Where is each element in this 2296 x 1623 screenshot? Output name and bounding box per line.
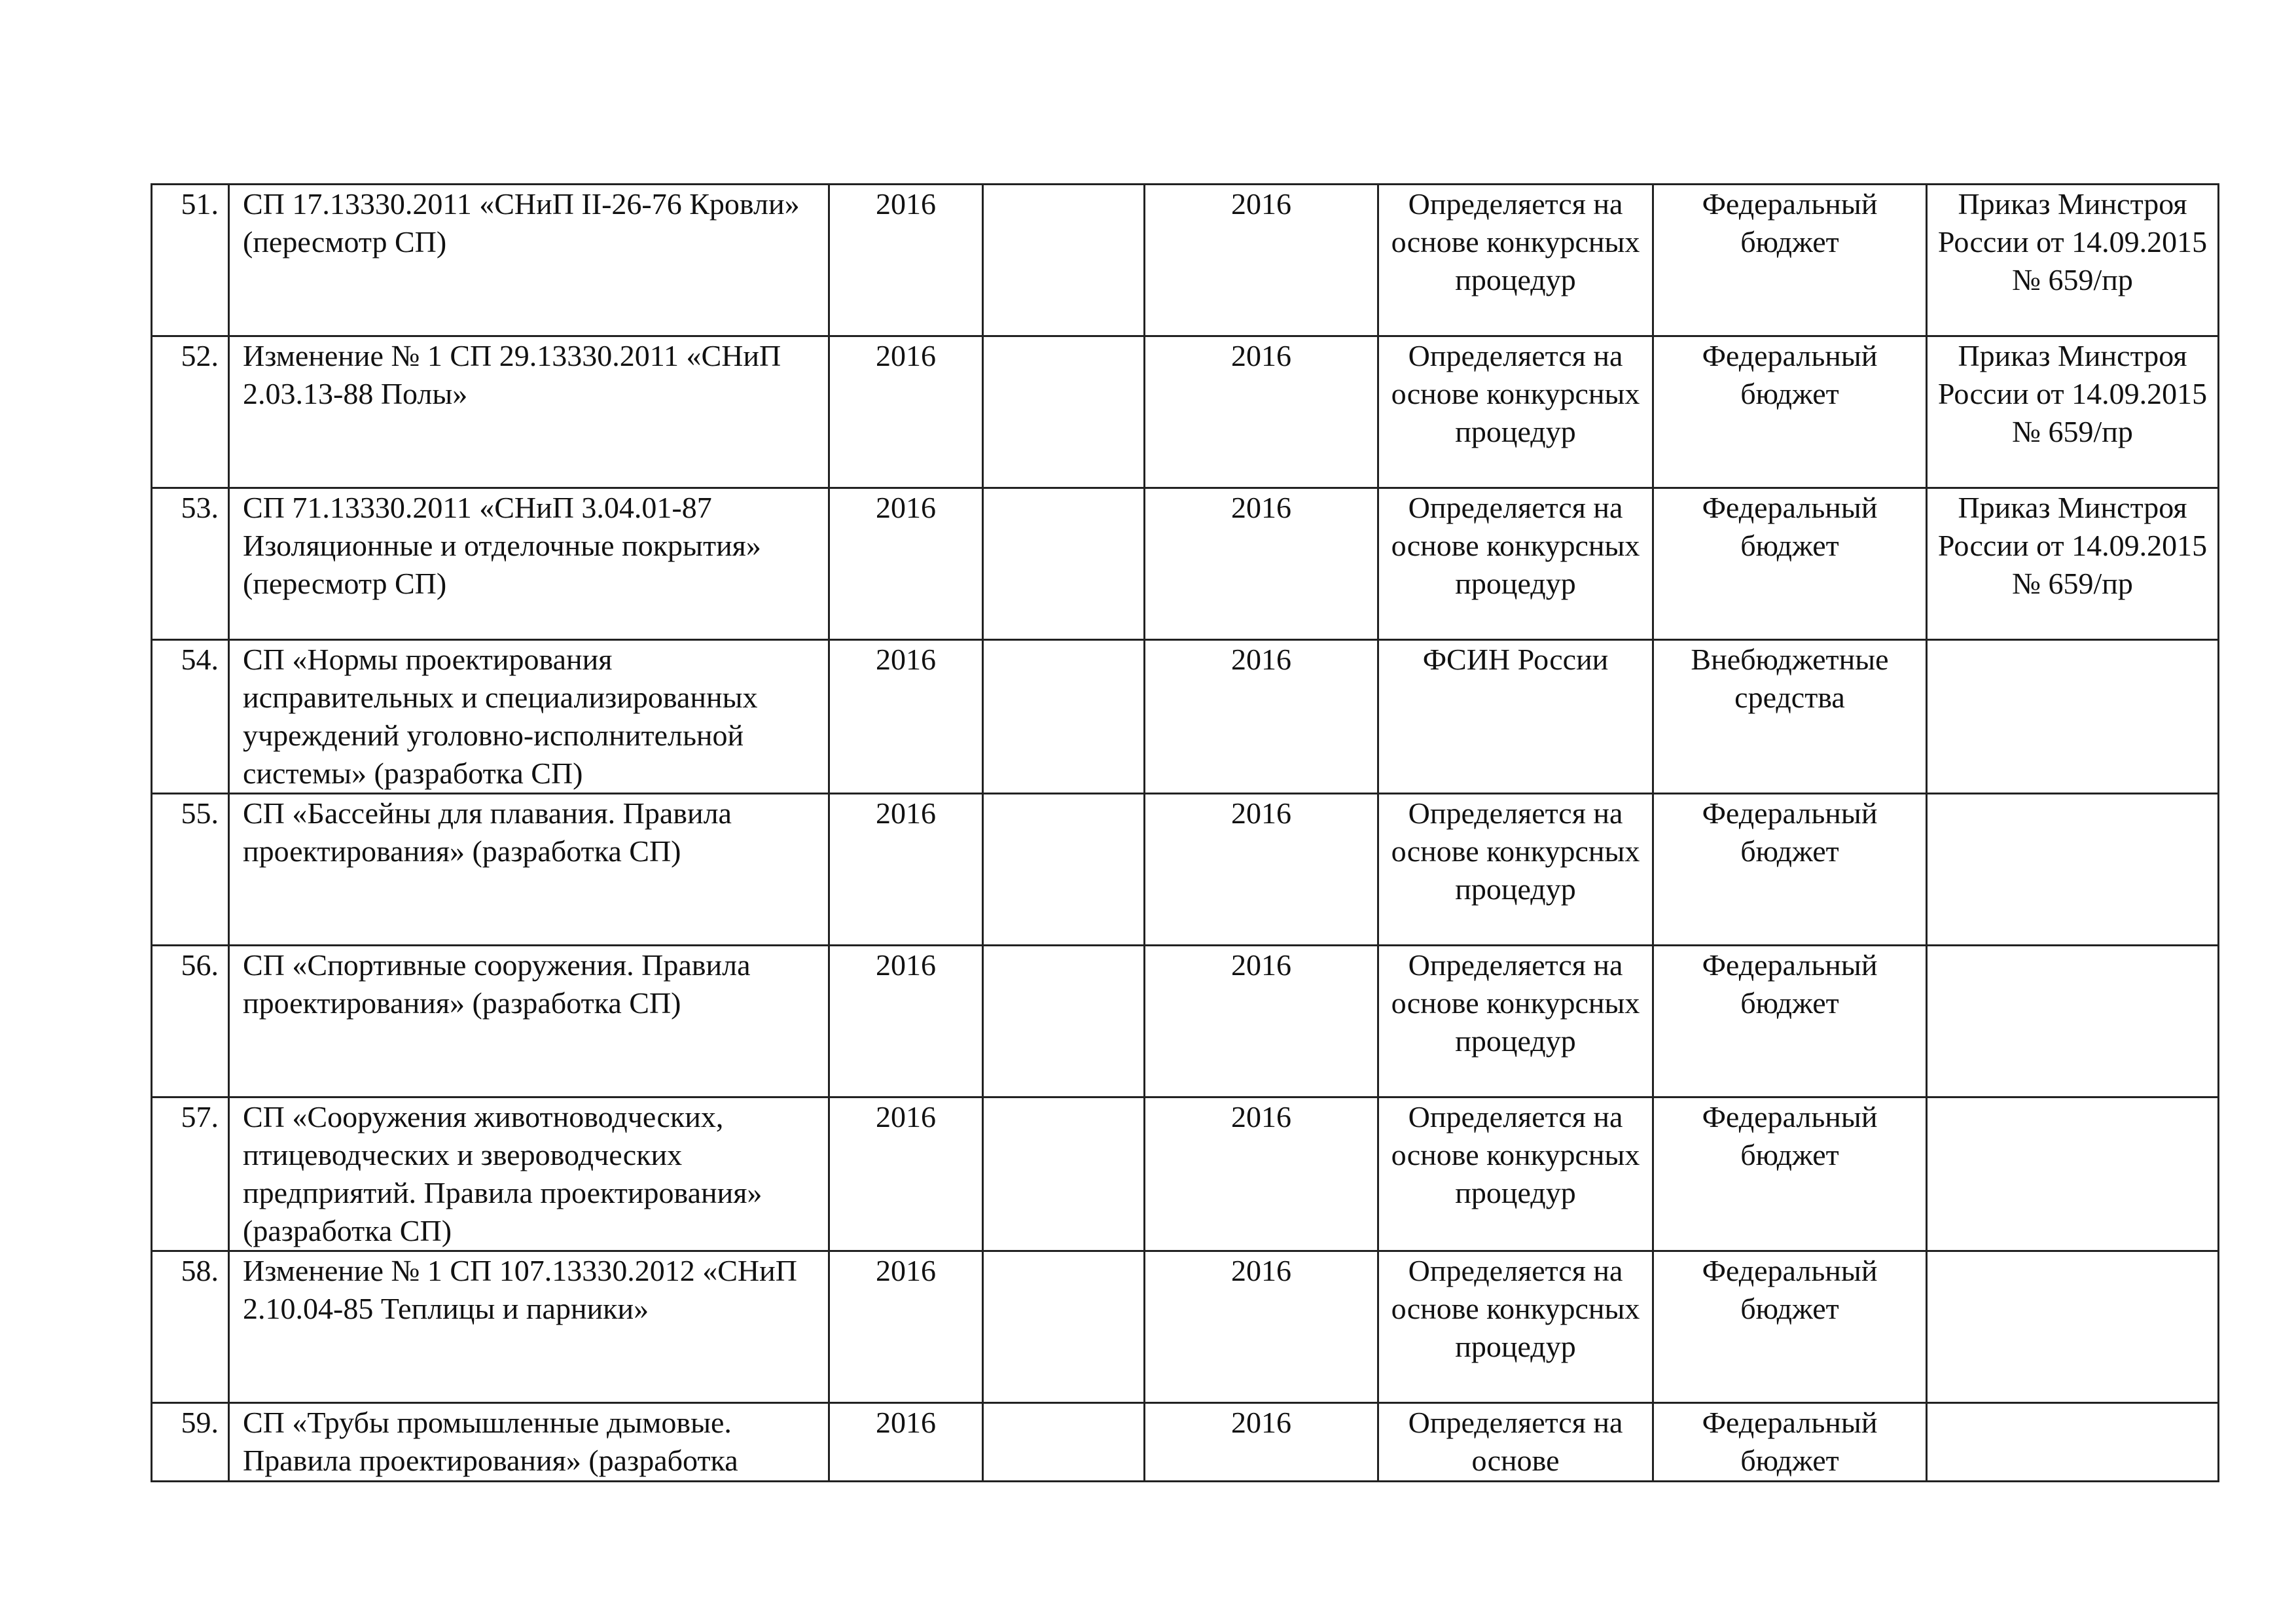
document-name: СП «Спортивные сооружения. Правила проектирования» (разработка СП) bbox=[229, 946, 829, 1097]
funding-source: Федеральный бюджет bbox=[1653, 336, 1927, 488]
table-row bbox=[152, 640, 2219, 794]
start-year: 2016 bbox=[829, 336, 983, 488]
empty-cell bbox=[983, 946, 1145, 1097]
start-year: 2016 bbox=[829, 1403, 983, 1482]
document-name: СП «Бассейны для плавания. Правила проектирования» (разработка СП) bbox=[229, 794, 829, 946]
empty-cell bbox=[983, 185, 1145, 336]
document-name: СП 17.13330.2011 «СНиП II-26-76 Кровли» (пересмотр СП) bbox=[229, 185, 829, 336]
basis-document: Приказ Минстроя России от 14.09.2015 № 659/пр bbox=[1927, 488, 2219, 640]
basis-document bbox=[1927, 1403, 2219, 1482]
row-number: 53. bbox=[152, 488, 229, 640]
table-row bbox=[152, 946, 2219, 1097]
funding-source: Федеральный бюджет bbox=[1653, 488, 1927, 640]
funding-source: Федеральный бюджет bbox=[1653, 946, 1927, 1097]
empty-cell bbox=[983, 1403, 1145, 1482]
document-name: СП «Трубы промышленные дымовые. Правила проектирования» (разработка bbox=[229, 1403, 829, 1482]
table-row bbox=[152, 1403, 2219, 1482]
end-year: 2016 bbox=[1145, 185, 1378, 336]
basis-document bbox=[1927, 640, 2219, 794]
row-number: 54. bbox=[152, 640, 229, 794]
end-year: 2016 bbox=[1145, 336, 1378, 488]
basis-document: Приказ Минстроя России от 14.09.2015 № 659/пр bbox=[1927, 336, 2219, 488]
end-year: 2016 bbox=[1145, 640, 1378, 794]
end-year: 2016 bbox=[1145, 488, 1378, 640]
table-row bbox=[152, 488, 2219, 640]
executor-cell: Определяется на основе конкурсных процедур bbox=[1378, 794, 1653, 946]
row-number: 52. bbox=[152, 336, 229, 488]
document-name: Изменение № 1 СП 107.13330.2012 «СНиП 2.10.04-85 Теплицы и парники» bbox=[229, 1251, 829, 1403]
start-year: 2016 bbox=[829, 185, 983, 336]
executor-cell: Определяется на основе bbox=[1378, 1403, 1653, 1482]
end-year: 2016 bbox=[1145, 1097, 1378, 1251]
plan-table bbox=[151, 183, 2219, 1482]
row-number: 51. bbox=[152, 185, 229, 336]
document-name: СП «Нормы проектирования исправительных и специализированных учреждений уголовно-исполнительной системы» (разработка СП) bbox=[229, 640, 829, 794]
row-number: 55. bbox=[152, 794, 229, 946]
executor-cell: Определяется на основе конкурсных процедур bbox=[1378, 1097, 1653, 1251]
funding-source: Федеральный бюджет bbox=[1653, 185, 1927, 336]
funding-source: Федеральный бюджет bbox=[1653, 794, 1927, 946]
start-year: 2016 bbox=[829, 794, 983, 946]
funding-source: Федеральный бюджет bbox=[1653, 1097, 1927, 1251]
table-body bbox=[152, 185, 2219, 1482]
table-row bbox=[152, 1251, 2219, 1403]
end-year: 2016 bbox=[1145, 946, 1378, 1097]
row-number: 59. bbox=[152, 1403, 229, 1482]
row-number: 57. bbox=[152, 1097, 229, 1251]
start-year: 2016 bbox=[829, 946, 983, 1097]
basis-document bbox=[1927, 1097, 2219, 1251]
empty-cell bbox=[983, 794, 1145, 946]
start-year: 2016 bbox=[829, 1251, 983, 1403]
executor-cell: Определяется на основе конкурсных процедур bbox=[1378, 1251, 1653, 1403]
table-row bbox=[152, 794, 2219, 946]
document-name: СП «Сооружения животноводческих, птицеводческих и звероводческих предприятий. Правила проектирования» (разработка СП) bbox=[229, 1097, 829, 1251]
row-number: 58. bbox=[152, 1251, 229, 1403]
end-year: 2016 bbox=[1145, 1251, 1378, 1403]
table-row bbox=[152, 336, 2219, 488]
basis-document bbox=[1927, 946, 2219, 1097]
start-year: 2016 bbox=[829, 488, 983, 640]
executor-cell: Определяется на основе конкурсных процедур bbox=[1378, 185, 1653, 336]
basis-document: Приказ Минстроя России от 14.09.2015 № 659/пр bbox=[1927, 185, 2219, 336]
table-row bbox=[152, 1097, 2219, 1251]
funding-source: Федеральный бюджет bbox=[1653, 1251, 1927, 1403]
table-row bbox=[152, 185, 2219, 336]
document-name: Изменение № 1 СП 29.13330.2011 «СНиП 2.03.13-88 Полы» bbox=[229, 336, 829, 488]
executor-cell: ФСИН России bbox=[1378, 640, 1653, 794]
empty-cell bbox=[983, 640, 1145, 794]
executor-cell: Определяется на основе конкурсных процедур bbox=[1378, 946, 1653, 1097]
executor-cell: Определяется на основе конкурсных процедур bbox=[1378, 336, 1653, 488]
executor-cell: Определяется на основе конкурсных процедур bbox=[1378, 488, 1653, 640]
empty-cell bbox=[983, 488, 1145, 640]
start-year: 2016 bbox=[829, 640, 983, 794]
funding-source: Внебюджетные средства bbox=[1653, 640, 1927, 794]
basis-document bbox=[1927, 1251, 2219, 1403]
start-year: 2016 bbox=[829, 1097, 983, 1251]
end-year: 2016 bbox=[1145, 794, 1378, 946]
empty-cell bbox=[983, 336, 1145, 488]
document-name: СП 71.13330.2011 «СНиП 3.04.01-87 Изоляционные и отделочные покрытия» (пересмотр СП) bbox=[229, 488, 829, 640]
empty-cell bbox=[983, 1251, 1145, 1403]
basis-document bbox=[1927, 794, 2219, 946]
empty-cell bbox=[983, 1097, 1145, 1251]
end-year: 2016 bbox=[1145, 1403, 1378, 1482]
funding-source: Федеральный бюджет bbox=[1653, 1403, 1927, 1482]
row-number: 56. bbox=[152, 946, 229, 1097]
